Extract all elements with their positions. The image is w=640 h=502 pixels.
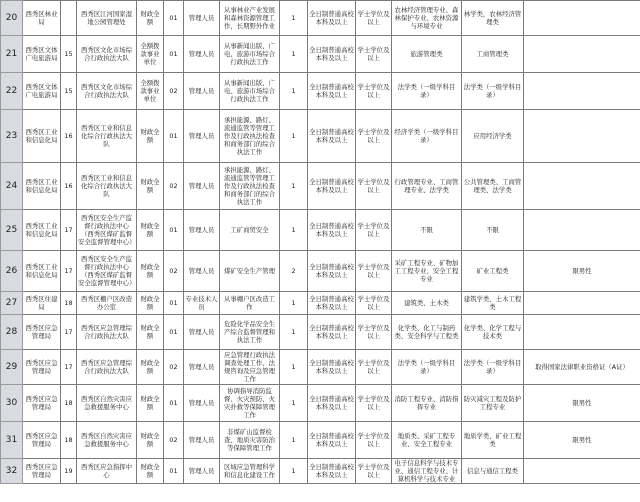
education-cell[interactable]: 全日制普通高校本科及以上 — [308, 110, 356, 163]
postgrad-major-cell[interactable]: 林学类，农林经济管理类 — [462, 1, 524, 36]
department-cell[interactable]: 西秀区林业局 — [23, 1, 61, 36]
department-cell[interactable]: 西秀区工业和信息化局 — [23, 110, 61, 163]
postgrad-major-cell[interactable]: 法学类（一级学科目录） — [462, 73, 524, 110]
unit-name-cell[interactable]: 西秀区安全生产监督行政执法中心（西秀区煤矿监督安全监督管理中心） — [77, 210, 137, 251]
duties-cell[interactable]: 工矿商贸安全 — [220, 210, 280, 251]
headcount-cell[interactable]: 1 — [280, 385, 308, 422]
sequence-cell[interactable]: 18 — [61, 385, 77, 422]
table-row — [1, 251, 640, 292]
education-cell[interactable]: 全日制普通高校本科及以上 — [308, 36, 356, 73]
unit-name-cell[interactable]: 西秀区棚户区改造办公室 — [77, 292, 137, 315]
headcount-cell[interactable]: 1 — [280, 350, 308, 385]
table-row — [1, 73, 640, 110]
table-row — [1, 1, 640, 36]
postgrad-major-cell[interactable]: 公共管理类、工商管理类、法学类 — [462, 163, 524, 210]
department-cell[interactable]: 西秀区工业和信息化局 — [23, 210, 61, 251]
row-number[interactable]: 26 — [1, 251, 23, 292]
other-requirements-cell[interactable] — [524, 110, 640, 163]
sequence-cell[interactable]: 15 — [61, 36, 77, 73]
row-number[interactable]: 21 — [1, 36, 23, 73]
degree-cell[interactable]: 学士学位及以上 — [356, 315, 392, 350]
unit-name-cell[interactable]: 西秀区自然灾害应急救援服务中心 — [77, 385, 137, 422]
table-row — [1, 315, 640, 350]
unit-name-cell[interactable]: 西秀区工业和信息化综合行政执法大队 — [77, 110, 137, 163]
post-code-cell[interactable]: 02 — [164, 251, 184, 292]
duties-cell[interactable]: 区域应急管理科学和信息化建设工作 — [220, 459, 280, 484]
undergrad-major-cell[interactable]: 化学类、化工与制药类、安全科学与工程类 — [392, 315, 462, 350]
sequence-cell[interactable]: 19 — [61, 459, 77, 484]
duties-cell[interactable]: 承担能源、路灯、流通监管等管理工作及行政执法检查和商务部门的综合执法工作 — [220, 110, 280, 163]
post-code-cell[interactable]: 02 — [164, 163, 184, 210]
duties-cell[interactable]: 协调指导消防监督、火灾预防、火灾扑救等保障管理工作 — [220, 385, 280, 422]
education-cell[interactable]: 全日制普通高校本科及以上 — [308, 210, 356, 251]
duties-cell[interactable]: 煤矿安全生产管理 — [220, 251, 280, 292]
sequence-cell[interactable]: 18 — [61, 422, 77, 459]
sequence-cell[interactable]: 17 — [61, 350, 77, 385]
other-requirements-cell[interactable] — [524, 459, 640, 484]
duties-cell[interactable]: 从事新闻出版、广电、旅游市场综合行政执法工作 — [220, 73, 280, 110]
department-cell[interactable]: 西秀区应急管理局 — [23, 385, 61, 422]
other-requirements-cell[interactable]: 取得国家法律职业资格证（A证） — [524, 350, 640, 385]
table-row — [1, 292, 640, 315]
other-requirements-cell[interactable] — [524, 36, 640, 73]
degree-cell[interactable]: 学士学位及以上 — [356, 385, 392, 422]
sequence-cell[interactable]: 16 — [61, 110, 77, 163]
education-cell[interactable]: 全日制普通高校本科及以上 — [308, 163, 356, 210]
post-code-cell[interactable]: 01 — [164, 210, 184, 251]
post-type-cell[interactable]: 管理人员 — [184, 385, 220, 422]
headcount-cell[interactable]: 1 — [280, 73, 308, 110]
row-number[interactable]: 20 — [1, 1, 23, 36]
degree-cell[interactable]: 学士学位及以上 — [356, 350, 392, 385]
degree-cell[interactable]: 学士学位及以上 — [356, 422, 392, 459]
postgrad-major-cell[interactable]: 化学类、化学工程与技术类 — [462, 315, 524, 350]
headcount-cell[interactable]: 1 — [280, 315, 308, 350]
row-number[interactable]: 27 — [1, 292, 23, 315]
department-cell[interactable]: 西秀区住建局 — [23, 292, 61, 315]
post-code-cell[interactable]: 01 — [164, 385, 184, 422]
post-code-cell[interactable]: 01 — [164, 292, 184, 315]
other-requirements-cell[interactable] — [524, 292, 640, 315]
undergrad-major-cell[interactable]: 法学类（一级学科目录） — [392, 73, 462, 110]
funding-type-cell[interactable]: 全额拨款事业单位 — [137, 36, 164, 73]
sequence-cell[interactable]: 17 — [61, 251, 77, 292]
other-requirements-cell[interactable]: 限男性 — [524, 251, 640, 292]
other-requirements-cell[interactable] — [524, 73, 640, 110]
undergrad-major-cell[interactable]: 采矿工程专业、矿物加工工程专业、安全工程专业 — [392, 251, 462, 292]
headcount-cell[interactable]: 1 — [280, 210, 308, 251]
post-type-cell[interactable]: 管理人员 — [184, 315, 220, 350]
postgrad-major-cell[interactable]: 地质学类、矿业工程类 — [462, 422, 524, 459]
post-code-cell[interactable]: 02 — [164, 422, 184, 459]
other-requirements-cell[interactable]: 限男性 — [524, 385, 640, 422]
undergrad-major-cell[interactable]: 建筑类、土木类 — [392, 292, 462, 315]
post-type-cell[interactable]: 管理人员 — [184, 459, 220, 484]
other-requirements-cell[interactable] — [524, 1, 640, 36]
headcount-cell[interactable]: 1 — [280, 1, 308, 36]
funding-type-cell[interactable]: 财政全额 — [137, 251, 164, 292]
table-row — [1, 110, 640, 163]
funding-type-cell[interactable]: 财政全额 — [137, 110, 164, 163]
undergrad-major-cell[interactable]: 法学类（一级学科目录） — [392, 350, 462, 385]
other-requirements-cell[interactable] — [524, 163, 640, 210]
post-type-cell[interactable]: 管理人员 — [184, 422, 220, 459]
other-requirements-cell[interactable] — [524, 210, 640, 251]
education-cell[interactable]: 全日制普通高校本科及以上 — [308, 350, 356, 385]
education-cell[interactable]: 全日制普通高校本科及以上 — [308, 73, 356, 110]
sequence-cell[interactable] — [61, 1, 77, 36]
degree-cell[interactable]: 学士学位及以上 — [356, 110, 392, 163]
degree-cell[interactable]: 学士学位及以上 — [356, 459, 392, 484]
department-cell[interactable]: 西秀区文体广电旅游局 — [23, 73, 61, 110]
post-type-cell[interactable]: 管理人员 — [184, 210, 220, 251]
duties-cell[interactable]: 应急管理行政执法调查处理工作、法规咨询及应急管理工作 — [220, 350, 280, 385]
duties-cell[interactable]: 危险化学品安全生产综合监督管理和执法工作 — [220, 315, 280, 350]
post-type-cell[interactable]: 管理人员 — [184, 73, 220, 110]
department-cell[interactable]: 西秀区工业和信息化局 — [23, 251, 61, 292]
education-cell[interactable]: 全日制普通高校本科及以上 — [308, 251, 356, 292]
undergrad-major-cell[interactable]: 经济学类（一级学科目录） — [392, 110, 462, 163]
sequence-cell[interactable]: 17 — [61, 315, 77, 350]
post-type-cell[interactable]: 管理人员 — [184, 350, 220, 385]
duties-cell[interactable]: 从事棚户区改造工作 — [220, 292, 280, 315]
table-row — [1, 350, 640, 385]
post-type-cell[interactable]: 管理人员 — [184, 36, 220, 73]
table-row — [1, 459, 640, 484]
headcount-cell[interactable]: 1 — [280, 292, 308, 315]
postgrad-major-cell[interactable]: 应用经济学类 — [462, 110, 524, 163]
table-row — [1, 385, 640, 422]
row-number[interactable]: 22 — [1, 73, 23, 110]
funding-type-cell[interactable]: 财政全额 — [137, 385, 164, 422]
funding-type-cell[interactable]: 财政全额 — [137, 163, 164, 210]
unit-name-cell[interactable]: 西秀区工业和信息化综合行政执法大队 — [77, 163, 137, 210]
table-row — [1, 36, 640, 73]
row-number[interactable]: 32 — [1, 459, 23, 484]
funding-type-cell[interactable]: 财政全额 — [137, 292, 164, 315]
education-cell[interactable]: 全日制普通高校本科及以上 — [308, 315, 356, 350]
funding-type-cell[interactable]: 财政全额 — [137, 315, 164, 350]
headcount-cell[interactable]: 1 — [280, 163, 308, 210]
undergrad-major-cell[interactable]: 地质类、采矿工程专业、安全工程专业 — [392, 422, 462, 459]
post-code-cell[interactable]: 02 — [164, 73, 184, 110]
table-row — [1, 163, 640, 210]
degree-cell[interactable]: 学士学位及以上 — [356, 210, 392, 251]
row-number[interactable]: 23 — [1, 110, 23, 163]
headcount-cell[interactable]: 1 — [280, 422, 308, 459]
postgrad-major-cell[interactable]: 建筑学类、土木工程类 — [462, 292, 524, 315]
education-cell[interactable]: 全日制普通高校本科及以上 — [308, 385, 356, 422]
other-requirements-cell[interactable] — [524, 315, 640, 350]
funding-type-cell[interactable]: 财政全额 — [137, 350, 164, 385]
postgrad-major-cell[interactable]: 矿业工程类 — [462, 251, 524, 292]
post-code-cell[interactable]: 02 — [164, 350, 184, 385]
post-type-cell[interactable]: 专业技术人员 — [184, 292, 220, 315]
postgrad-major-cell[interactable]: 防灾减灾工程及防护工程专业 — [462, 385, 524, 422]
postgrad-major-cell[interactable]: 工商管理类 — [462, 36, 524, 73]
funding-type-cell[interactable]: 财政全额 — [137, 210, 164, 251]
headcount-cell[interactable]: 2 — [280, 251, 308, 292]
department-cell[interactable]: 西秀区应急管理局 — [23, 315, 61, 350]
postgrad-major-cell[interactable]: 不限 — [462, 210, 524, 251]
postgrad-major-cell[interactable]: 法学类（一级学科目录） — [462, 350, 524, 385]
post-type-cell[interactable]: 管理人员 — [184, 110, 220, 163]
duties-cell[interactable]: 从事林业产业发展和森林资源管理工作，长期野外作业 — [220, 1, 280, 36]
post-code-cell[interactable]: 01 — [164, 110, 184, 163]
sequence-cell[interactable]: 18 — [61, 292, 77, 315]
headcount-cell[interactable]: 1 — [280, 36, 308, 73]
post-code-cell[interactable]: 01 — [164, 459, 184, 484]
unit-name-cell[interactable]: 西秀区应急指挥中心 — [77, 459, 137, 484]
department-cell[interactable]: 西秀区工业和信息化局 — [23, 163, 61, 210]
undergrad-major-cell[interactable]: 旅游管理类 — [392, 36, 462, 73]
unit-name-cell[interactable]: 西秀区文化市场综合行政执法大队 — [77, 36, 137, 73]
degree-cell[interactable]: 学士学位及以上 — [356, 163, 392, 210]
undergrad-major-cell[interactable]: 电子信息科学与技术专业、通信工程专业、计算机科学与技术专业 — [392, 459, 462, 484]
post-code-cell[interactable]: 01 — [164, 315, 184, 350]
education-cell[interactable]: 全日制普通高校本科及以上 — [308, 1, 356, 36]
department-cell[interactable]: 西秀区应急管理局 — [23, 459, 61, 484]
funding-type-cell[interactable]: 财政全额 — [137, 422, 164, 459]
duties-cell[interactable]: 承担能源、路灯、流通监管等管理工作及行政执法检查和商务部门的综合执法工作 — [220, 163, 280, 210]
row-number[interactable]: 28 — [1, 315, 23, 350]
row-number[interactable]: 24 — [1, 163, 23, 210]
undergrad-major-cell[interactable]: 不限 — [392, 210, 462, 251]
postgrad-major-cell[interactable]: 信息与通信工程类 — [462, 459, 524, 484]
duties-cell[interactable]: 非煤矿山监督检查、地质灾害防治等保障管理工作 — [220, 422, 280, 459]
funding-type-cell[interactable]: 财政全额 — [137, 1, 164, 36]
degree-cell[interactable]: 学士学位及以上 — [356, 292, 392, 315]
department-cell[interactable]: 西秀区应急管理局 — [23, 422, 61, 459]
other-requirements-cell[interactable]: 限男性 — [524, 422, 640, 459]
degree-cell[interactable]: 学士学位及以上 — [356, 36, 392, 73]
education-cell[interactable]: 全日制普通高校本科及以上 — [308, 292, 356, 315]
post-type-cell[interactable]: 管理人员 — [184, 251, 220, 292]
row-number[interactable]: 29 — [1, 350, 23, 385]
undergrad-major-cell[interactable]: 农林经济管理专业、森林保护专业、农林资源与环境专业 — [392, 1, 462, 36]
sequence-cell[interactable]: 17 — [61, 210, 77, 251]
unit-name-cell[interactable]: 西秀区应急管理综合行政执法大队 — [77, 350, 137, 385]
unit-name-cell[interactable]: 西秀区文化市场综合行政执法大队 — [77, 73, 137, 110]
education-cell[interactable]: 全日制普通高校本科及以上 — [308, 422, 356, 459]
post-type-cell[interactable]: 管理人员 — [184, 163, 220, 210]
undergrad-major-cell[interactable]: 行政管理专业、工商管理专业、法学类 — [392, 163, 462, 210]
post-code-cell[interactable]: 01 — [164, 1, 184, 36]
funding-type-cell[interactable]: 全额拨款事业单位 — [137, 73, 164, 110]
education-cell[interactable]: 全日制普通高校本科及以上 — [308, 459, 356, 484]
department-cell[interactable]: 西秀区应急管理局 — [23, 350, 61, 385]
unit-name-cell[interactable]: 西秀区应急管理综合行政执法大队 — [77, 315, 137, 350]
sequence-cell[interactable]: 16 — [61, 163, 77, 210]
unit-name-cell[interactable]: 西秀区安全生产监督行政执法中心（西秀区煤矿监督安全监督管理中心） — [77, 251, 137, 292]
unit-name-cell[interactable]: 西秀区江河国家湿地公园管理处 — [77, 1, 137, 36]
undergrad-major-cell[interactable]: 消防工程专业、消防指挥专业 — [392, 385, 462, 422]
table-row — [1, 422, 640, 459]
degree-cell[interactable]: 学士学位及以上 — [356, 73, 392, 110]
sequence-cell[interactable]: 15 — [61, 73, 77, 110]
post-type-cell[interactable]: 管理人员 — [184, 1, 220, 36]
table-row — [1, 210, 640, 251]
funding-type-cell[interactable]: 财政全额 — [137, 459, 164, 484]
row-number[interactable]: 31 — [1, 422, 23, 459]
department-cell[interactable]: 西秀区文体广电旅游局 — [23, 36, 61, 73]
degree-cell[interactable]: 学士学位及以上 — [356, 1, 392, 36]
unit-name-cell[interactable]: 西秀区自然灾害应急救援服务中心 — [77, 422, 137, 459]
headcount-cell[interactable]: 1 — [280, 459, 308, 484]
degree-cell[interactable]: 学士学位及以上 — [356, 251, 392, 292]
duties-cell[interactable]: 从事新闻出版、广电、旅游市场综合行政执法工作 — [220, 36, 280, 73]
row-number[interactable]: 25 — [1, 210, 23, 251]
post-code-cell[interactable]: 01 — [164, 36, 184, 73]
row-number[interactable]: 30 — [1, 385, 23, 422]
headcount-cell[interactable]: 1 — [280, 110, 308, 163]
